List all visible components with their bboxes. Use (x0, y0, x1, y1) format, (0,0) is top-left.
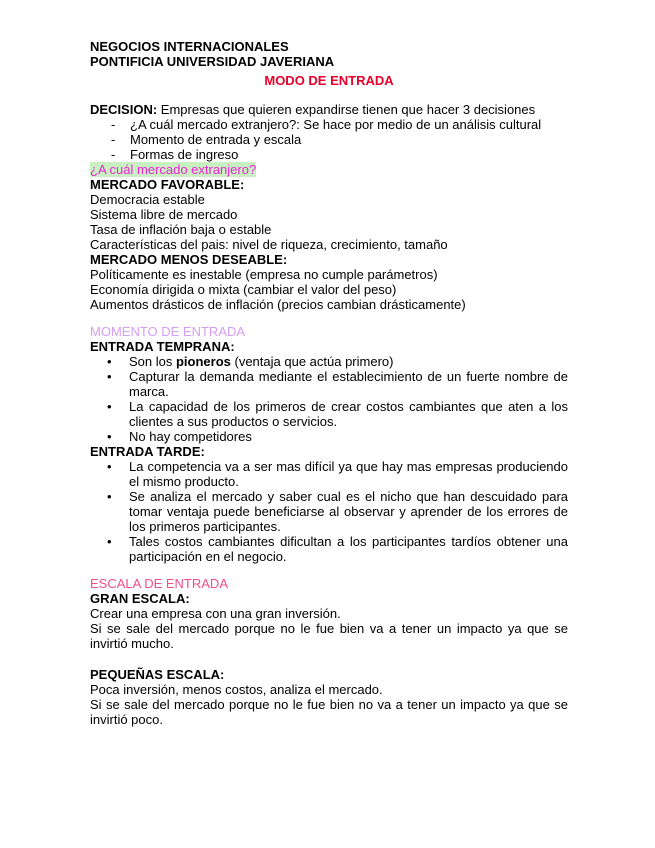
menos-item: Economía dirigida o mixta (cambiar el valor del peso) (90, 282, 397, 297)
bullet-marker: • (107, 489, 112, 504)
list-item: - Momento de entrada y escala (111, 132, 302, 147)
mercado-menos-label: MERCADO MENOS DESEABLE: (90, 252, 288, 267)
course-name: NEGOCIOS INTERNACIONALES (90, 39, 289, 54)
list-item: • Capturar la demanda mediante el establecimiento de un fuerte nombre de marca. (107, 369, 568, 399)
dash-marker: - (111, 147, 116, 162)
document-title: MODO DE ENTRADA (264, 73, 394, 88)
escala-heading: ESCALA DE ENTRADA (90, 576, 228, 591)
momento-heading: MOMENTO DE ENTRADA (90, 324, 246, 339)
bullet-marker: • (107, 369, 112, 384)
list-item: - Formas de ingreso (111, 147, 239, 162)
list-item: • No hay competidores (107, 429, 252, 444)
entrada-tarde-label: ENTRADA TARDE: (90, 444, 205, 459)
mercado-heading: ¿A cuál mercado extranjero? (90, 162, 257, 177)
decision-paragraph (90, 102, 568, 117)
bullet-marker: • (107, 429, 112, 444)
mercado-favorable-label: MERCADO FAVORABLE: (90, 177, 245, 192)
pequenas-escala-label: PEQUEÑAS ESCALA: (90, 667, 225, 682)
menos-item: Políticamente es inestable (empresa no cumple parámetros) (90, 267, 438, 282)
decision-text: Empresas que quieren expandirse tienen que hacer 3 decisiones (157, 102, 536, 117)
gran-escala-line: Crear una empresa con una gran inversión. (90, 606, 341, 621)
pioneros-term: pioneros (175, 354, 231, 369)
favorable-item: Características del pais: nivel de riqueza, crecimiento, tamaño (90, 237, 448, 252)
list-item: • Tales costos cambiantes dificultan a los participantes tardíos obtener una participación en el negocio. (107, 534, 568, 564)
entrada-temprana-label: ENTRADA TEMPRANA: (90, 339, 235, 354)
favorable-item: Sistema libre de mercado (90, 207, 238, 222)
list-item: - ¿A cuál mercado extranjero?: Se hace por medio de un análisis cultural (111, 117, 542, 132)
decision-list (90, 117, 568, 162)
bullet-marker: • (107, 354, 112, 369)
list-item: • Se analiza el mercado y saber cual es el nicho que han descuidado para tomar ventaja puede beneficiarse al observar y aprender de los errores de los primeros participantes. (107, 489, 568, 534)
pequenas-escala-line: Poca inversión, menos costos, analiza el mercado. (90, 682, 383, 697)
tarde-list (90, 459, 568, 564)
list-item: • La capacidad de los primeros de crear costos cambiantes que aten a los clientes a sus productos o servicios. (107, 399, 568, 429)
decision-label: DECISION: (90, 102, 158, 117)
dash-marker: - (111, 117, 116, 132)
bullet-marker: • (107, 459, 112, 474)
bullet-marker: • (107, 534, 112, 549)
list-item: • Son los pioneros (ventaja que actúa primero) (107, 354, 394, 369)
menos-item: Aumentos drásticos de inflación (precios cambian drásticamente) (90, 297, 466, 312)
temprana-list (90, 354, 568, 444)
list-item: • La competencia va a ser mas difícil ya que hay mas empresas produciendo el mismo producto. (107, 459, 568, 489)
gran-escala-label: GRAN ESCALA: (90, 591, 190, 606)
favorable-item: Tasa de inflación baja o estable (90, 222, 272, 237)
favorable-item: Democracia estable (90, 192, 205, 207)
gran-escala-line: Si se sale del mercado porque no le fue bien va a tener un impacto ya que se invirtió mucho. (90, 621, 568, 651)
dash-marker: - (111, 132, 116, 147)
pequenas-escala-line: Si se sale del mercado porque no le fue bien no va a tener un impacto ya que se invirtió poco. (90, 697, 568, 727)
document-body (90, 39, 568, 727)
bullet-marker: • (107, 399, 112, 414)
university-name: PONTIFICIA UNIVERSIDAD JAVERIANA (90, 54, 335, 69)
